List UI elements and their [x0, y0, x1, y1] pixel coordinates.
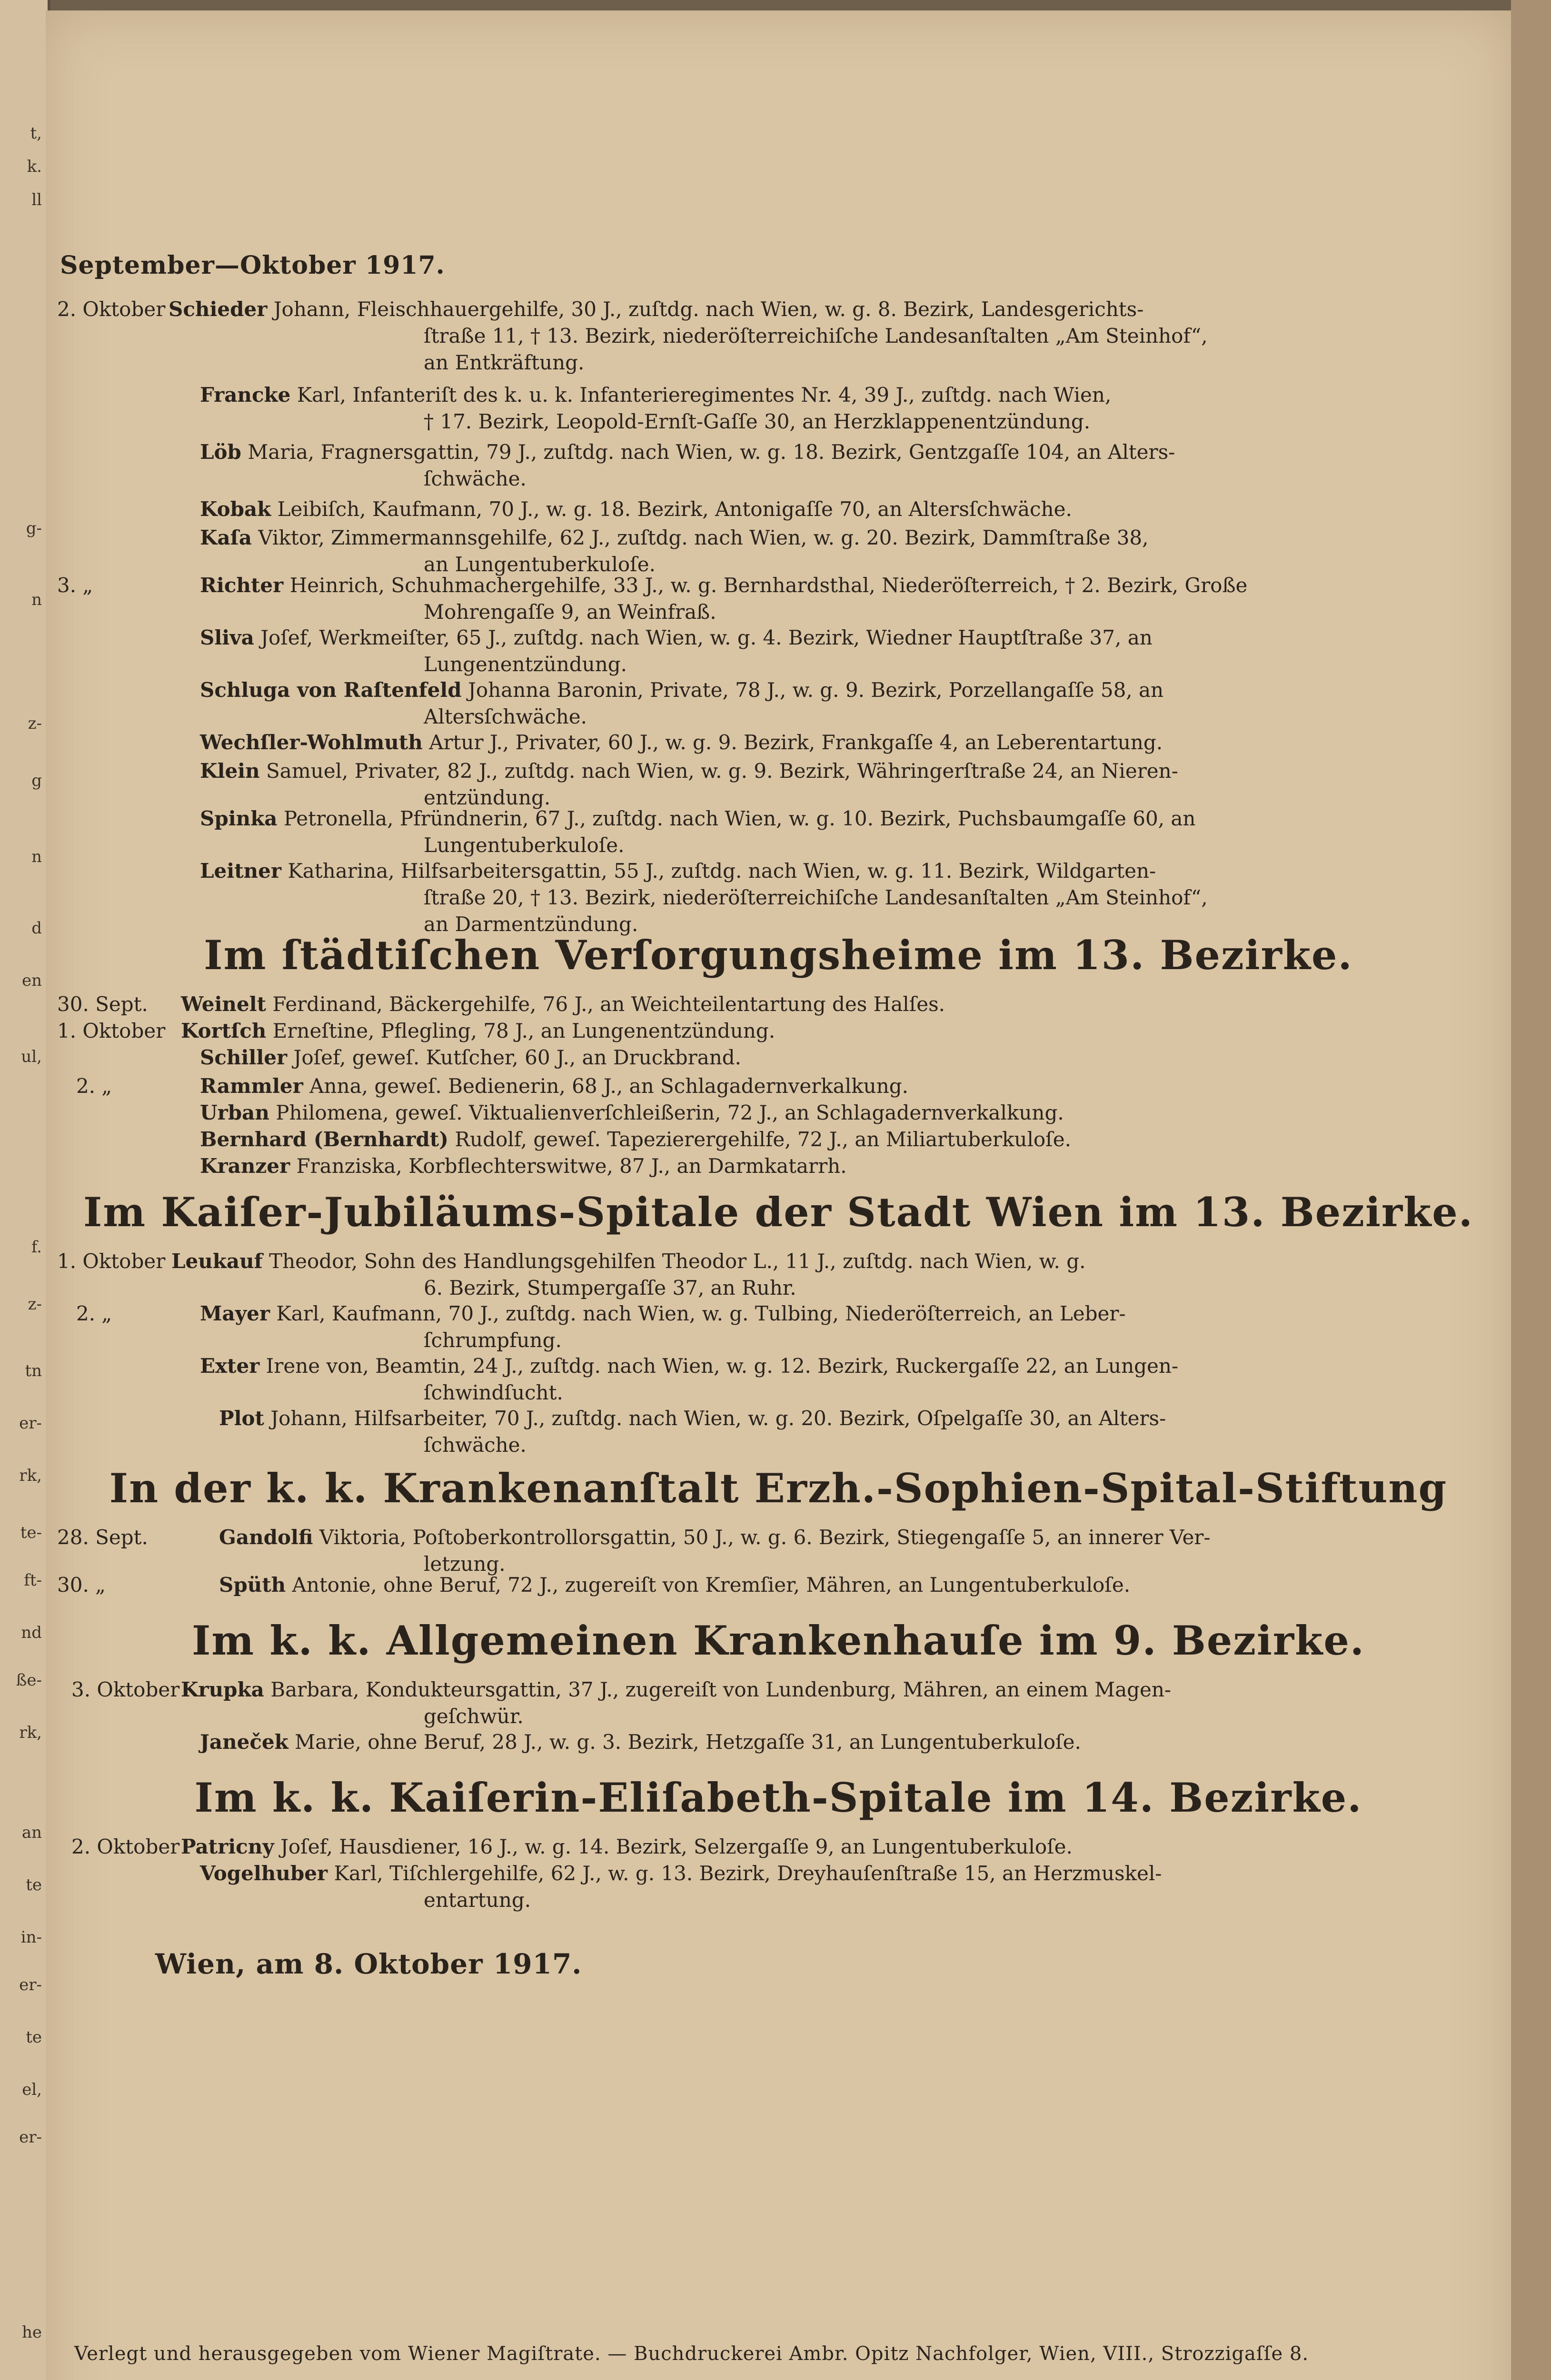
entry-surname: Krupka — [181, 1678, 264, 1701]
entry-continuation: ſchwindſucht. — [424, 1381, 563, 1404]
entry-line — [200, 572, 1381, 599]
entry-continuation: ſchwäche. — [424, 1433, 527, 1457]
entry-line — [200, 1300, 1381, 1327]
entry-line — [181, 991, 1362, 1018]
margin-fragment: en — [21, 971, 42, 990]
entry-date: 1. Oktober — [57, 1250, 166, 1273]
entry-details: Maria, Fragnersgattin, 79 J., zuſtdg. nach Wien, w. g. 18. Bezirk, Gentzgaſſe 104, an Alters- — [248, 440, 1175, 464]
entry-surname: Vogelhuber — [200, 1862, 328, 1885]
entry-surname: Janeček — [200, 1730, 288, 1754]
entry-line — [200, 625, 1381, 651]
entry-details: Karl, Tiſchlergehilfe, 62 J., w. g. 13. Bezirk, Dreyhauſenſtraße 15, an Herzmuskel- — [334, 1862, 1162, 1885]
margin-fragment: he — [21, 2323, 42, 2342]
entry-surname: Weinelt — [181, 992, 267, 1016]
entry-surname: Francke — [200, 383, 291, 407]
margin-fragment: te — [26, 1875, 42, 1894]
entry-details: Joſef, Hausdiener, 16 J., w. g. 14. Bezirk, Selzergaſſe 9, an Lungentuberkuloſe. — [280, 1835, 1073, 1858]
entry-surname: Sliva — [200, 626, 254, 649]
entry-details: Irene von, Beamtin, 24 J., zuſtdg. nach Wien, w. g. 12. Bezirk, Ruckergaſſe 22, an Lungen- — [266, 1354, 1179, 1378]
entry-line — [200, 805, 1381, 832]
entry-continuation: an Darmentzündung. — [424, 912, 638, 936]
margin-fragment: ft- — [24, 1571, 42, 1590]
entry-continuation: entzündung. — [424, 786, 551, 809]
entry-continuation: entartung. — [424, 1888, 531, 1912]
section-title-kaiser-jubilaeum: Im Kaiſer-Jubiläums-Spitale der Stadt Wien im 13. Bezirke. — [83, 1189, 1473, 1236]
entry-surname: Kaſa — [200, 526, 252, 549]
entry-line — [200, 525, 1381, 551]
entry-line — [200, 858, 1381, 884]
entry-details: Franziska, Korbflechterswitwe, 87 J., an Darmkatarrh. — [296, 1154, 847, 1178]
entry-line — [200, 1073, 1381, 1100]
margin-fragment: tn — [25, 1361, 42, 1380]
margin-fragment: t, — [30, 124, 42, 143]
entry-details: Viktoria, Poſtoberkontrollorsgattin, 50 J., w. g. 6. Bezirk, Stiegengaſſe 5, an innerer Ver- — [319, 1526, 1211, 1549]
entry-line — [169, 296, 1349, 323]
entry-surname: Leitner — [200, 859, 281, 883]
entry-continuation: Lungentuberkuloſe. — [424, 833, 625, 857]
page-content — [46, 10, 1511, 2380]
entry-details: Leibiſch, Kaufmann, 70 J., w. g. 18. Bezirk, Antonigaſſe 70, an Altersſchwäche. — [277, 497, 1072, 521]
entry-continuation: ſtraße 20, † 13. Bezirk, niederöſterreichiſche Landesanſtalten „Am Steinhof“, — [424, 886, 1208, 909]
previous-page-edge — [0, 0, 50, 2380]
entry-date: 2. Oktober — [57, 298, 166, 321]
entry-surname: Schieder — [169, 298, 268, 321]
entry-details: Barbara, Kondukteursgattin, 37 J., zugereiſt von Lundenburg, Mähren, an einem Magen- — [270, 1678, 1172, 1701]
entry-details: Samuel, Privater, 82 J., zuſtdg. nach Wien, w. g. 9. Bezirk, Währingerſtraße 24, an Nieren- — [266, 759, 1178, 783]
entry-details: Erneſtine, Pflegling, 78 J., an Lungenentzündung. — [272, 1019, 776, 1042]
entry-date: 1. Oktober — [57, 1019, 166, 1042]
entry-surname: Plot — [219, 1407, 264, 1430]
margin-fragment: nd — [21, 1623, 42, 1642]
entry-surname: Löb — [200, 440, 241, 464]
entry-details: Anna, geweſ. Bedienerin, 68 J., an Schlagadernverkalkung. — [309, 1074, 909, 1098]
margin-fragment: d — [31, 919, 42, 938]
margin-fragment: an — [21, 1823, 42, 1842]
entry-surname: Exter — [200, 1354, 260, 1378]
margin-fragment: ul, — [21, 1047, 42, 1066]
entry-line — [200, 496, 1381, 523]
entry-details: Rudolf, geweſ. Tapezierergehilfe, 72 J., an Miliartuberkuloſe. — [455, 1128, 1071, 1151]
entry-line — [200, 1729, 1381, 1755]
entry-line — [200, 758, 1381, 784]
entry-continuation: ſchrumpfung. — [424, 1329, 562, 1352]
entry-details: Johann, Fleischhauergehilfe, 30 J., zuſtdg. nach Wien, w. g. 8. Bezirk, Landesgerichts- — [273, 298, 1144, 321]
entry-continuation: Mohrengaſſe 9, an Weinfraß. — [424, 600, 716, 624]
entry-details: Joſef, geweſ. Kutſcher, 60 J., an Druckbrand. — [293, 1046, 742, 1069]
entry-details: Joſef, Werkmeiſter, 65 J., zuſtdg. nach Wien, w. g. 4. Bezirk, Wiedner Hauptſtraße 37, an — [260, 626, 1153, 649]
entry-line — [219, 1524, 1400, 1551]
entry-line — [181, 1834, 1362, 1860]
entry-date: 2. „ — [76, 1302, 112, 1325]
entry-details: Johann, Hilfsarbeiter, 70 J., zuſtdg. nach Wien, w. g. 20. Bezirk, Oſpelgaſſe 30, an Alters- — [270, 1407, 1166, 1430]
dateline: September—Oktober 1917. — [60, 251, 445, 280]
section-title-versorgung: Im ſtädtiſchen Verſorgungsheime im 13. Bezirke. — [204, 932, 1353, 979]
imprint-footer: Verlegt und herausgegeben vom Wiener Magiſtrate. — Buchdruckerei Ambr. Opitz Nachfolger, Wien, VIII., Strozzigaſſe 8. — [74, 2343, 1309, 2365]
entry-details: Katharina, Hilfsarbeitersgattin, 55 J., zuſtdg. nach Wien, w. g. 11. Bezirk, Wildgarten- — [288, 859, 1156, 883]
margin-fragment: er- — [19, 2128, 42, 2147]
entry-surname: Wechſler-Wohlmuth — [200, 731, 423, 754]
entry-surname: Spüth — [219, 1573, 286, 1597]
margin-fragment: ße- — [16, 1671, 42, 1690]
entry-surname: Mayer — [200, 1302, 270, 1325]
entry-details: Ferdinand, Bäckergehilfe, 76 J., an Weichteilentartung des Halſes. — [272, 992, 945, 1016]
margin-fragment: k. — [27, 157, 42, 176]
entry-continuation: ſtraße 11, † 13. Bezirk, niederöſterreichiſche Landesanſtalten „Am Steinhof“, — [424, 324, 1208, 347]
entry-continuation: ſchwäche. — [424, 467, 527, 490]
entry-details: Artur J., Privater, 60 J., w. g. 9. Bezirk, Frankgaſſe 4, an Leberentartung. — [429, 731, 1163, 754]
margin-fragment: z- — [28, 714, 42, 733]
entry-surname: Klein — [200, 759, 260, 783]
entry-date: 30. Sept. — [57, 992, 148, 1016]
entry-line — [200, 1860, 1381, 1887]
entry-continuation: 6. Bezirk, Stumpergaſſe 37, an Ruhr. — [424, 1276, 796, 1299]
entry-date: 2. „ — [76, 1074, 112, 1098]
margin-fragment: er- — [19, 1975, 42, 1994]
entry-continuation: Altersſchwäche. — [424, 705, 587, 728]
page-stack-edge — [1511, 0, 1551, 2380]
entry-date: 3. Oktober — [71, 1678, 180, 1701]
entry-details: Theodor, Sohn des Handlungsgehilfen Theodor L., 11 J., zuſtdg. nach Wien, w. g. — [269, 1250, 1086, 1273]
entry-line — [219, 1405, 1400, 1432]
margin-fragment: rk, — [19, 1723, 42, 1742]
entry-details: Heinrich, Schuhmachergehilfe, 33 J., w. g. Bernhardsthal, Niederöſterreich, † 2. Bezirk, Große — [289, 574, 1248, 597]
entry-details: Johanna Baronin, Private, 78 J., w. g. 9. Bezirk, Porzellangaſſe 58, an — [468, 678, 1164, 702]
entry-line — [200, 382, 1381, 408]
document-page — [46, 10, 1511, 2380]
margin-fragment: g — [31, 771, 42, 790]
section-title-sophien: In der k. k. Krankenanſtalt Erzh.-Sophien-Spital-Stiftung — [109, 1465, 1448, 1512]
entry-surname: Bernhard (Bernhardt) — [200, 1128, 449, 1151]
entry-line — [219, 1572, 1400, 1598]
entry-line — [200, 1126, 1381, 1153]
entry-continuation: an Lungentuberkuloſe. — [424, 553, 656, 576]
entry-continuation: geſchwür. — [424, 1705, 524, 1728]
entry-continuation: † 17. Bezirk, Leopold-Ernſt-Gaſſe 30, an Herzklappenentzündung. — [424, 410, 1091, 433]
margin-fragment: rk, — [19, 1466, 42, 1485]
closing-place-date: Wien, am 8. Oktober 1917. — [155, 1948, 582, 1980]
entry-details: Karl, Kaufmann, 70 J., zuſtdg. nach Wien, w. g. Tulbing, Niederöſterreich, an Leber- — [276, 1302, 1126, 1325]
entry-continuation: an Entkräftung. — [424, 351, 585, 374]
entry-details: Antonie, ohne Beruf, 72 J., zugereiſt von Kremſier, Mähren, an Lungentuberkuloſe. — [292, 1573, 1131, 1597]
margin-fragment: g- — [26, 519, 42, 538]
entry-surname: Gandolfi — [219, 1526, 313, 1549]
margin-fragment: te- — [20, 1523, 42, 1542]
entry-surname: Urban — [200, 1101, 269, 1124]
entry-surname: Patricny — [181, 1835, 274, 1858]
margin-fragment: in- — [20, 1928, 42, 1947]
entry-continuation: letzung. — [424, 1552, 506, 1576]
entry-surname: Schluga von Raſtenfeld — [200, 678, 462, 702]
margin-fragment: z- — [28, 1295, 42, 1314]
entry-date: 30. „ — [57, 1573, 106, 1597]
margin-fragment: ll — [31, 190, 42, 209]
entry-date: 28. Sept. — [57, 1526, 148, 1549]
margin-fragment: te — [26, 2028, 42, 2047]
entry-surname: Kobak — [200, 497, 271, 521]
entry-line — [200, 1353, 1381, 1379]
margin-fragment: n — [31, 847, 42, 866]
entry-details: Karl, Infanteriſt des k. u. k. Infanterieregimentes Nr. 4, 39 J., zuſtdg. nach Wien, — [297, 383, 1112, 407]
entry-date: 2. Oktober — [71, 1835, 180, 1858]
entry-line — [171, 1248, 1352, 1275]
entry-line — [181, 1018, 1362, 1044]
margin-fragment: f. — [31, 1238, 42, 1257]
entry-date: 3. „ — [57, 574, 93, 597]
entry-line — [200, 677, 1381, 704]
entry-details: Petronella, Pfründnerin, 67 J., zuſtdg. nach Wien, w. g. 10. Bezirk, Puchsbaumgaſſe 60, an — [283, 807, 1196, 830]
entry-details: Viktor, Zimmermannsgehilfe, 62 J., zuſtdg. nach Wien, w. g. 20. Bezirk, Dammſtraße 38, — [258, 526, 1149, 549]
entry-surname: Schiller — [200, 1046, 288, 1069]
section-title-allgemeines: Im k. k. Allgemeinen Krankenhauſe im 9. Bezirke. — [191, 1617, 1365, 1664]
entry-line — [200, 1153, 1381, 1180]
entry-surname: Richter — [200, 574, 284, 597]
margin-fragment: el, — [22, 2080, 42, 2099]
entry-line — [181, 1676, 1362, 1703]
margin-fragment: n — [31, 590, 42, 609]
entry-surname: Kortſch — [181, 1019, 267, 1042]
entry-surname: Leukauf — [171, 1250, 263, 1273]
entry-line — [200, 439, 1381, 466]
entry-surname: Kranzer — [200, 1154, 290, 1178]
entry-continuation: Lungenentzündung. — [424, 653, 627, 676]
margin-fragment: er- — [19, 1414, 42, 1433]
entry-line — [200, 1044, 1381, 1071]
entry-details: Philomena, geweſ. Viktualienverſchleißerin, 72 J., an Schlagadernverkalkung. — [276, 1101, 1064, 1124]
entry-surname: Spinka — [200, 807, 278, 830]
section-title-elisabeth: Im k. k. Kaiſerin-Eliſabeth-Spitale im 14. Bezirke. — [194, 1774, 1362, 1821]
entry-line — [200, 729, 1381, 756]
entry-surname: Rammler — [200, 1074, 303, 1098]
entry-line — [200, 1100, 1381, 1126]
entry-details: Marie, ohne Beruf, 28 J., w. g. 3. Bezirk, Hetzgaſſe 31, an Lungentuberkuloſe. — [295, 1730, 1081, 1754]
